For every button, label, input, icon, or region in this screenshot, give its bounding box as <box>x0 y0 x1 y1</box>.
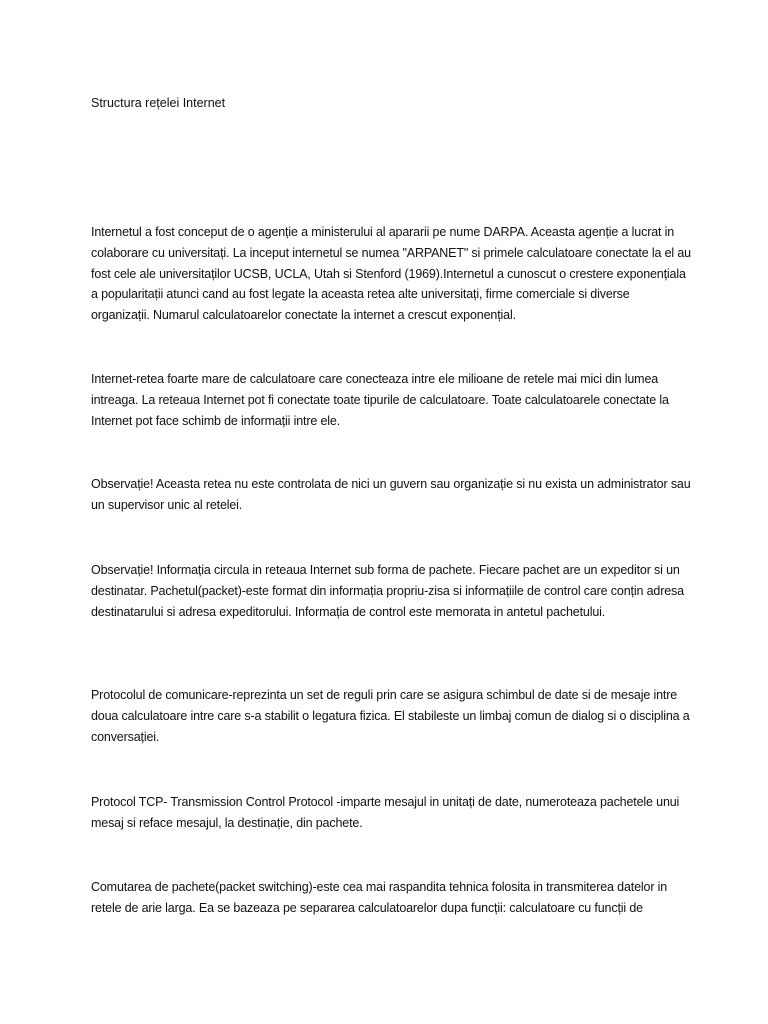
paragraph-packet-switching: Comutarea de pachete(packet switching)-este cea mai raspandita tehnica folosita in transmiterea datelor in retele de arie larga. Ea se bazeaza pe separarea calculatoarelor dupa funcții: calculatoare cu funcții de <box>91 880 668 915</box>
paragraph-observation-control: Observație! Aceasta retea nu este controlata de nici un guvern sau organizație si nu exista un administrator sau un supervisor unic al retelei. <box>91 477 691 512</box>
paragraph-observation-packets: Observație! Informația circula in reteaua Internet sub forma de pachete. Fiecare pachet are un expeditor si un destinatar. Pachetul(packet)-este format din informația propriu-zisa si informațiile de control care conțin adresa destinatarului si adresa expeditorului. Informația de control este memorata in antetul pachetului. <box>91 563 684 619</box>
paragraph-internet-history: Internetul a fost conceput de o agenție a ministerului al apararii pe nume DARPA. Aceasta agenție a lucrat in colaborare cu universitați. La inceput internetul se numea "ARPANET" si primele calculatoare conectate la el au fost cele ale universitaților UCSB, UCLA, Utah si Stenford (1969).Internetul a cunoscut o crestere exponențiala a popularitații atunci cand au fost legate la aceasta retea alte universitați, firme comerciale si diverse organizații. Numarul calculatoarelor conectate la internet a crescut exponențial. <box>91 225 691 323</box>
paragraph-tcp: Protocol TCP- Transmission Control Protocol -imparte mesajul in unitați de date, numeroteaza pachetele unui mesaj si reface mesajul, la destinație, din pachete. <box>91 795 680 830</box>
paragraph-protocol: Protocolul de comunicare-reprezinta un set de reguli prin care se asigura schimbul de date si de mesaje intre doua calculatoare intre care s-a stabilit o legatura fizica. El stabileste un limbaj comun de dialog si o disciplina a conversației. <box>91 688 690 744</box>
document-title: Structura rețelei Internet <box>91 96 226 110</box>
paragraph-internet-definition: Internet-retea foarte mare de calculatoare care conecteaza intre ele milioane de retele mai mici din lumea intreaga. La reteaua Internet pot fi conectate toate tipurile de calculatoare. Toate calculatoarele conectate la Internet pot face schimb de informații intre ele. <box>91 372 669 428</box>
